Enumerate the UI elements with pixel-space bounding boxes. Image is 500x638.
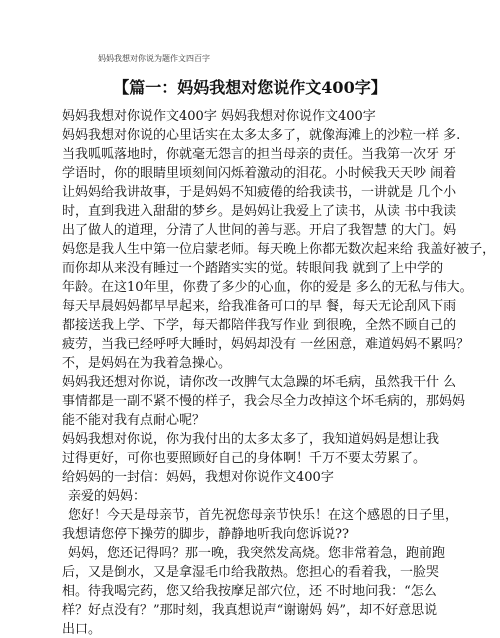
text-line: 事情都是一副不紧不慢的样子，我会尽全力改掉这个坏毛病的，那妈妈 (62, 394, 466, 409)
text-line: 出口。 (62, 622, 102, 637)
text-line: 疲劳，当我已经呼呼大睡时，妈妈却没有 一丝困意，难道妈妈不累吗？ (62, 337, 470, 352)
text-line: 而你却从来没有睡过一个踏踏实实的觉。转眼间我 就到了上中学的 (62, 261, 444, 276)
text-line: 妈妈我想对你说的心里话实在太多太多了，就像海滩上的沙粒一样 多. (62, 128, 461, 143)
text-line: 妈妈，您还记得吗？那一晚，我突然发高烧。您非常着急，跑前跑 (68, 546, 446, 561)
text-line: 后，又是倒水，又是拿湿毛巾给我散热。您担心的看着我，一脸哭 (62, 565, 440, 580)
text-line: 妈您是我人生中第一位启蒙老师。每天晚上你都无数次起来给 我盖好被子， (62, 242, 496, 257)
text-line: 当我呱呱落地时，你就毫无怨言的担当母亲的责任。当我第一次牙 牙 (62, 147, 457, 162)
essay-title: 【篇一：妈妈我想对您说作文400字】 (113, 78, 387, 97)
text-line: 能不能对我有点耐心呢？ (62, 413, 206, 428)
text-line: 年龄。在这10年里，你费了多少的心血，你的爱是 多么的无私与伟大。 (62, 280, 473, 295)
text-line: 妈妈我想对你说作文400字 妈妈我想对你说作文400字 (62, 109, 376, 124)
text-line: 过得更好，可你也要照顾好自己的身体啊！千万不要太劳累了。 (62, 451, 427, 466)
text-line: 您好！今天是母亲节，首先祝您母亲节快乐！在这个感恩的日子里， (68, 508, 459, 523)
text-line: 出了做人的道理，分清了人世间的善与恶。开启了我智慧 的大门。妈 (62, 223, 457, 238)
text-line: 我想请您停下操劳的脚步，静静地听我向您诉说?? (62, 527, 349, 542)
text-line: 时，直到我进入甜甜的梦乡。是妈妈让我爱上了读书，从读 书中我读 (62, 204, 457, 219)
text-line: 妈妈我还想对你说，请你改一改脾气太急躁的坏毛病，虽然我干什 么 (62, 375, 457, 390)
text-line: 不，是妈妈在为我着急操心。 (62, 356, 232, 371)
text-line: 亲爱的妈妈： (68, 489, 147, 504)
text-line: 给妈妈的一封信：妈妈，我想对你说作文400字 (62, 470, 334, 485)
text-line: 学语时，你的眼睛里顷刻间闪烁着激动的泪花。小时候我天天吵 闹着 (62, 166, 457, 181)
text-line: 每天早晨妈妈都早早起来，给我准备可口的早 餐，每天无论刮风下雨 (62, 299, 457, 314)
text-line: 让妈妈给我讲故事，于是妈妈不知疲倦的给我读书，一讲就是 几个小 (62, 185, 457, 200)
text-line: 都接送我上学、下学，每天都陪伴我写作业 到很晚，全然不顾自己的 (62, 318, 457, 333)
text-line: 样？好点没有？”那时刻，我真想说声“谢谢妈 妈”，却不好意思说 (62, 603, 438, 618)
text-line: 妈妈我想对你说，你为我付出的太多太多了，我知道妈妈是想让我 (62, 432, 440, 447)
text-line: 相。待我喝完药，您又给我按摩足部穴位，还 不时地问我：“怎么 (62, 584, 437, 599)
page-header: 妈妈我想对你说为题作文四百字 (98, 54, 210, 63)
